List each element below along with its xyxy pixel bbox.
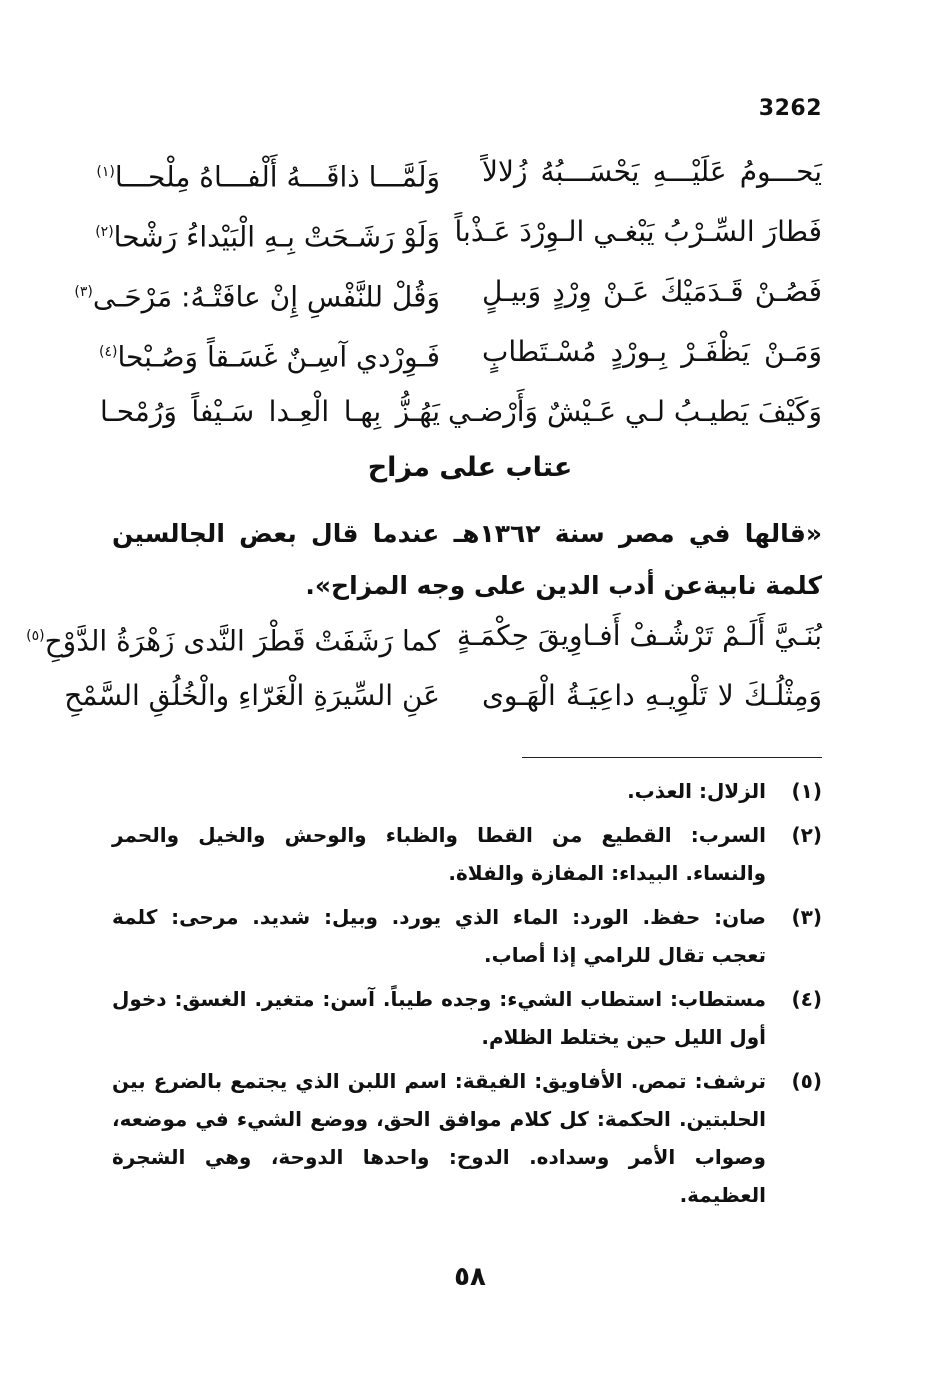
verse-first-hemistich: بُنَـيَّ أَلَـمْ تَرْشُـفْ أَفـاوِيقَ حِكْمَـةٍ	[456, 619, 822, 652]
verses-bottom	[26, 606, 822, 726]
verse-row	[96, 142, 822, 202]
verse-row	[95, 202, 822, 262]
verse-row	[74, 262, 822, 322]
verse-second-hemistich: وَلَمَّـــا ذاقَـــهُ أَلْفـــاهُ مِلْحـــا$^{(١)}$	[96, 160, 440, 194]
footnote-number: (٢)	[791, 823, 822, 847]
footnote-ref: (٣)	[74, 284, 93, 300]
verse-row	[26, 606, 822, 666]
verse-first-hemistich: يَحـــومُ عَلَيْـــهِ يَحْسَـــبُهُ زُلالاً	[482, 155, 822, 188]
footnote-number: (٥)	[791, 1069, 822, 1093]
verse-first-hemistich: فَطارَ السِّـرْبُ يَبْغـي الـوِرْدَ عَـذْباً	[454, 215, 822, 248]
verse-second-hemistich: عَنِ السِّيرَةِ الْغَرّاءِ والْخُلُقِ السَّمْحِ	[64, 679, 440, 712]
verse-row	[100, 322, 822, 382]
footnote-divider	[522, 757, 822, 758]
footnote	[112, 980, 822, 1056]
intro-paragraph: «قالها في مصر سنة ١٣٦٢هـ عندما قال بعض الجالسين كلمة نابيةعن أدب الدين على وجه المزاح».	[112, 519, 822, 600]
footnote	[112, 898, 822, 974]
verse-first-hemistich: فَصُـنْ قَـدَمَيْكَ عَـنْ وِرْدٍ وَبيـلٍ	[482, 275, 822, 308]
footnote-text: مستطاب: استطاب الشيء: وجده طيباً. آسن: متغير. الغسق: دخول أول الليل حين يختلط الظلام.	[112, 987, 766, 1049]
page-id: 3262	[758, 96, 822, 121]
footnote-ref: (٢)	[95, 224, 114, 240]
footnote-ref: (٤)	[99, 344, 118, 360]
verse-second-hemistich: فَـوِرْدي آسِـنٌ غَسَـقاً وَصُـبْحا$^{(٤)}$	[99, 340, 440, 374]
footnote-text: الزلال: العذب.	[627, 779, 766, 803]
footnote-text: صان: حفظ. الورد: الماء الذي يورد. وبيل: شديد. مرحى: كلمة تعجب تقال للرامي إذا أصاب.	[112, 905, 766, 967]
footnotes	[112, 772, 822, 1220]
footnote-number: (٣)	[791, 905, 822, 929]
verses-top	[74, 142, 822, 442]
page-number: ٥٨	[454, 1262, 486, 1292]
verse-row	[64, 666, 822, 726]
footnote-text: السرب: القطيع من القطا والظباء والوحش والخيل والحمر والنساء. البيداء: المفازة والفلاة.	[112, 823, 766, 885]
verse-first-hemistich: وَكَيْفَ يَطيـبُ لـي عَـيْشٌ وَأَرْضـي	[447, 395, 822, 428]
verse-row	[100, 382, 822, 442]
verse-second-hemistich: وَقُلْ للنَّفْسِ إِنْ عافَتْـهُ: مَرْحَـى$^{(٣)}$	[74, 280, 440, 314]
verse-first-hemistich: وَمِثْلُـكَ لا تَلْوِيـهِ داعِيَـةُ الْهَـوى	[482, 679, 822, 712]
footnote	[112, 772, 822, 810]
verse-second-hemistich: وَلَوْ رَشَـحَتْ بِـهِ الْبَيْداءُ رَشْحا$^{(٢)}$	[95, 220, 440, 254]
footnote	[112, 1062, 822, 1214]
verse-first-hemistich: وَمَـنْ يَظْفَـرْ بِـورْدٍ مُسْـتَطابٍ	[482, 335, 822, 368]
footnote-number: (٤)	[791, 987, 822, 1011]
verse-second-hemistich: يَهُـزُّ بِهـا الْعِـدا سَـيْفاً وَرُمْحـا	[100, 395, 440, 428]
footnote	[112, 816, 822, 892]
footnote-ref: (٥)	[26, 628, 45, 644]
section-title: عتاب على مزاح	[367, 452, 573, 483]
footnote-number: (١)	[791, 779, 822, 803]
footnote-text: ترشف: تمص. الأفاويق: الفيقة: اسم اللبن الذي يجتمع بالضرع بين الحلبتين. الحكمة: كل كلام موافق الحق، ووضع الشيء في موضعه، وصواب الأمر وسداده. الدوح: واحدها الدوحة، وهي الشجرة العظيمة.	[112, 1069, 766, 1207]
footnote-ref: (١)	[96, 164, 115, 180]
verse-second-hemistich: كما رَشَفَتْ قَطْرَ النَّدى زَهْرَةُ الدَّوْحِ$^{(٥)}$	[26, 624, 440, 658]
